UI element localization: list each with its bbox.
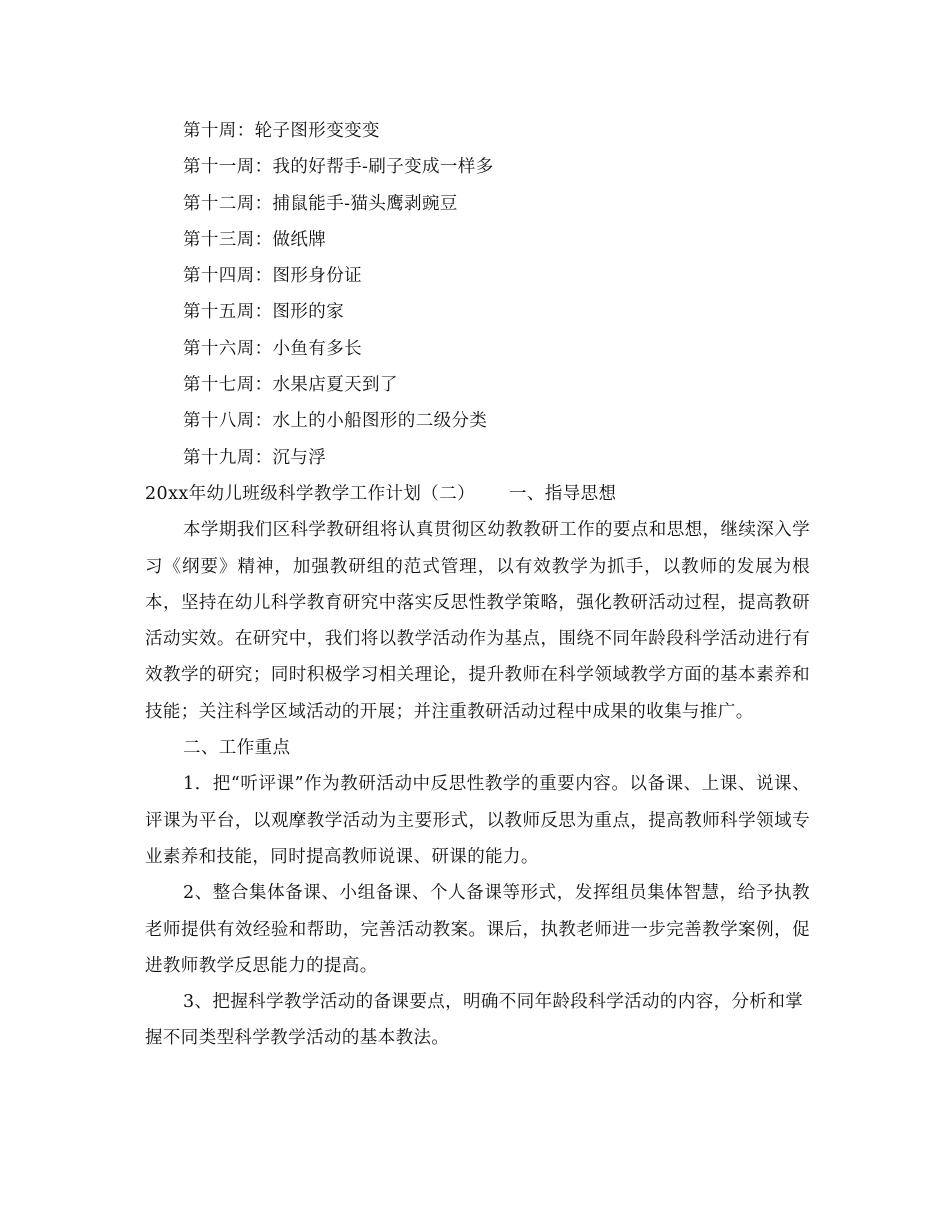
week-label: 第十四周：	[183, 266, 273, 287]
week-item	[145, 222, 810, 258]
week-title: 轮子图形变变变	[254, 121, 380, 141]
plan-title: 20xx年幼儿班级科学教学工作计划（二）	[145, 483, 476, 504]
week-title: 做纸牌	[272, 229, 327, 250]
week-label: 第十九周：	[183, 447, 273, 468]
week-title: 水上的小船图形的二级分类	[272, 411, 488, 432]
week-item	[145, 440, 810, 476]
week-title: 捕鼠能手-猫头鹰剥豌豆	[272, 193, 458, 214]
week-title: 图形身份证	[272, 266, 362, 287]
week-label: 第十八周：	[183, 411, 273, 432]
week-title: 我的好帮手-刷子变成一样多	[272, 157, 494, 178]
section-heading-work-focus: 二、工作重点	[183, 738, 291, 759]
week-title: 水果店夏天到了	[272, 375, 398, 396]
week-item	[145, 403, 810, 439]
week-title: 沉与浮	[272, 447, 327, 468]
work-focus-point-2: 2、整合集体备课、小组备课、个人备课等形式，发挥组员集体智慧，给予执教老师提供有效经验和帮助，完善活动教案。课后，执教老师进一步完善教学案例，促进教师教学反思能力的提高。	[145, 883, 810, 976]
week-title: 图形的家	[272, 302, 345, 323]
week-label: 第十五周：	[183, 302, 273, 323]
week-label: 第十一周：	[183, 157, 273, 178]
week-label: 第十周：	[183, 121, 255, 141]
plan-title-line	[145, 476, 810, 512]
week-item	[145, 331, 810, 367]
week-label: 第十六周：	[183, 338, 273, 359]
document-body	[145, 113, 810, 1057]
work-focus-point-1: 1．把“听评课”作为教研活动中反思性教学的重要内容。以备课、上课、说课、评课为平台，以观摩教学活动为主要形式，以教师反思为重点，提高教师科学领域专业素养和技能，同时提高教师说课、研课的能力。	[145, 774, 810, 867]
work-focus-point-3: 3、把握科学教学活动的备课要点，明确不同年龄段科学活动的内容，分析和掌握不同类型科学教学活动的基本教法。	[145, 992, 804, 1049]
week-item	[145, 149, 810, 185]
week-item	[145, 186, 810, 222]
guiding-thought-paragraph: 本学期我们区科学教研组将认真贯彻区幼教教研工作的要点和思想，继续深入学习《纲要》精神，加强教研组的范式管理，以有效教学为抓手，以教师的发展为根本，坚持在幼儿科学教育研究中落实反思性教学策略，强化教研活动过程，提高教研活动实效。在研究中，我们将以教学活动作为基点，围绕不同年龄段科学活动进行有效教学的研究；同时积极学习相关理论，提升教师在科学领域教学方面的基本素养和技能；关注科学区域活动的开展；并注重教研活动过程中成果的收集与推广。	[145, 520, 810, 722]
week-item	[145, 113, 810, 149]
week-item	[145, 367, 810, 403]
week-label: 第十三周：	[183, 229, 273, 250]
week-item	[145, 258, 810, 294]
week-label: 第十七周：	[183, 375, 273, 396]
week-schedule-list	[145, 113, 810, 476]
week-label: 第十二周：	[183, 193, 273, 214]
week-item	[145, 294, 810, 330]
week-title: 小鱼有多长	[272, 338, 362, 359]
section-heading-guiding-thought: 一、指导思想	[509, 483, 617, 504]
